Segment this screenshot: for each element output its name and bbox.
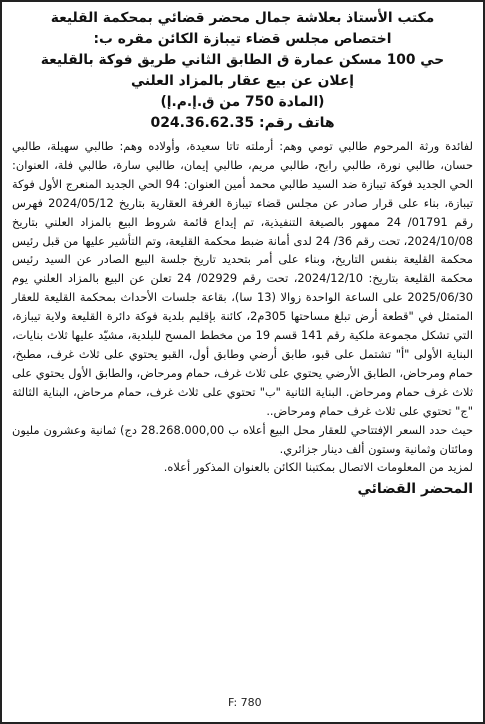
phone-line xyxy=(12,113,473,134)
notice-title: إعلان عن بيع عقار بالمزاد العلني xyxy=(130,73,355,89)
notice-paragraph-contact: لمزيد من المعلومات الاتصال بمكتبنا الكائن بالعنوان المذكور أعلاه. xyxy=(163,460,473,475)
office-title: مكتب الأستاذ بعلاشة جمال محضر قضائي بمحكمة القليعة xyxy=(50,10,435,26)
jurisdiction-line: اختصاص مجلس قضاء تيبازة الكائن مقره ب: xyxy=(93,31,392,47)
notice-header xyxy=(12,8,473,134)
notice-paragraph-main: لفائدة ورثة المرحوم طالبي تومي وهم: أرملته تاتا سعيدة، وأولاده وهم: طالبي سهيلة، طالبي حسان، طالبي نورة، طالبي رابح، طالبي مريم، طالبي إيمان، طالبي سارة، طالبي فلة، العنوان: الحي الجديد فوكة تيبازة ضد السيد طالبي محمد أمين العنوان: 94 الحي الجديد المنعرج الأول فوكة تيبازة، بناء على قرار صادر عن مجلس قضاء تيبازة الغرفة العقارية بتاريخ 2024/05/12 فهرس رقم 01791/ 24 ممهور بالصيغة التنفيذية، تم إيداع قائمة شروط البيع بالمزاد العلني بتاريخ 2024/10/08، تحت رقم 36/ 24 لدى أمانة ضبط محكمة القليعة، وتم التأشير عليها من قبل رئيس محكمة القليعة بنفس التاريخ، وبناء على أمر بتحديد تاريخ جلسة البيع الصادر عن السيد رئيس محكمة القليعة بتاريخ: 2024/12/10، تحت رقم 02929/ 24 تعلن عن البيع بالمزاد العلني يوم 2025/06/30 على الساعة الواحدة زوالا (13 سا)، بقاعة جلسات الأحداث بمحكمة القليعة للعقار المتمثل في "قطعة أرض تبلغ مساحتها 305م2، كائنة بإقليم بلدية فوكة دائرة القليعة ولاية تيبازة، التي تشكل مجموعة ملكية رقم 141 قسم 19 من مخطط المسح للبلدية، مشيّد عليها ثلاث بنايات، البناية الأولى "أ" تشتمل على قبو، طابق أرضي وطابق أول، القبو يحتوي على ثلاث غرف، مطبخ، حمام ومرحاض، الطابق الأرضي يحتوي على ثلاث غرف، حمام ومرحاض، والطابق الأول يحتوي على ثلاث غرف حمام ومرحاض. البناية الثانية "ب" تحتوي على ثلاث غرف، حمام مرحاض، البناية الثالثة "ج" تحتوي على ثلاث غرف حمام ومرحاض.. xyxy=(12,139,473,418)
legal-article: (المادة 750 من ق.إ.م.إ) xyxy=(160,94,325,110)
notice-paragraph-price: حيث حدد السعر الإفتتاحي للعقار محل البيع أعلاه ب 28.268.000,00 دج) ثمانية وعشرون مليون ومائتان وثمانية وستون ألف دينار جزائري. xyxy=(12,422,473,456)
address-line: حي 100 مسكن عمارة ق الطابق الثاني طريق فوكة بالقليعة xyxy=(40,52,445,68)
notice-body xyxy=(12,137,473,477)
phone-label: هاتف رقم: xyxy=(258,115,335,131)
reference-code: F: 780 xyxy=(228,696,262,709)
bailiff-signature: المحضر القضائي xyxy=(357,481,473,498)
phone-number: 024.36.62.35 xyxy=(150,115,255,131)
